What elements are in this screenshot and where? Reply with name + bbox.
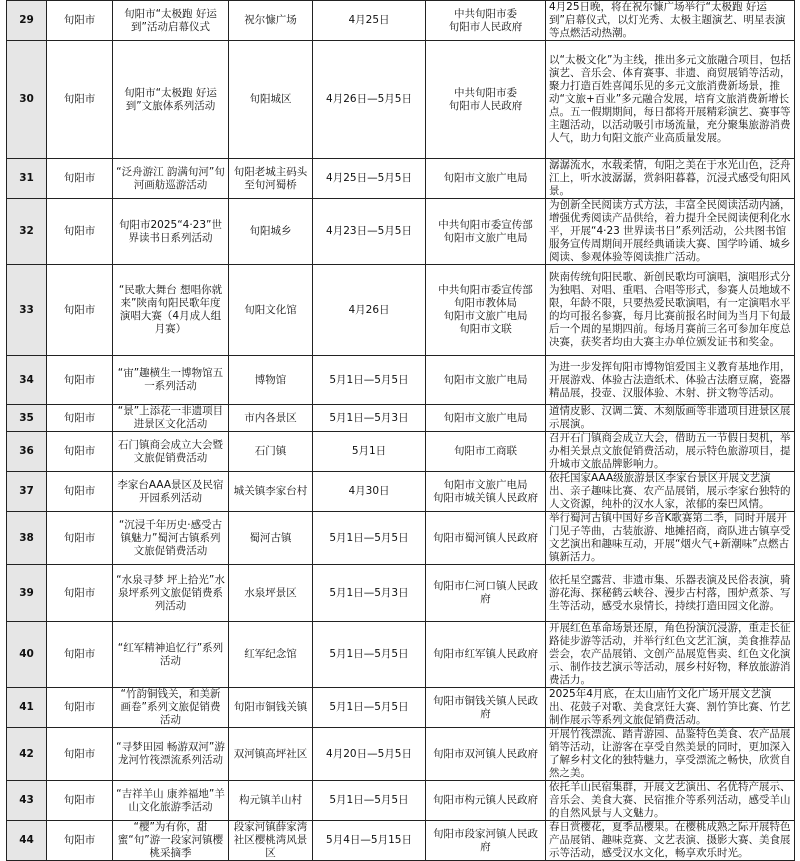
activity-name-cell xyxy=(113,622,229,688)
date-cell-text: 4月26日—5月5日 xyxy=(326,93,412,105)
date-cell-text: 5月1日—5月5日 xyxy=(329,648,409,660)
city-cell xyxy=(47,1,113,41)
row-number xyxy=(7,199,47,265)
table-row xyxy=(7,432,795,472)
table-row xyxy=(7,199,795,265)
city-cell-text: 旬阳市 xyxy=(63,485,96,497)
activity-name-cell-text: “寻梦田园 畅游双河”游龙河竹筏漂流系列活动 xyxy=(116,741,225,766)
row-number xyxy=(7,432,47,472)
activity-name-cell-text: 石门镇商会成立大会暨文旅促销费活动 xyxy=(118,438,223,464)
organizer-cell xyxy=(426,512,546,565)
row-number-text: 44 xyxy=(19,834,34,846)
description-cell-text: 开展竹筏漂流、踏青游园、品鉴特色美食、农产品展销等活动，让游客在享受自然美景的同时，更加深入了解乡村文化的独特魅力，享受漂流之畅快，欣赏自然之美。 xyxy=(549,728,791,779)
organizer-cell xyxy=(426,1,546,41)
location-cell-text: 旬阳城区 xyxy=(249,93,292,105)
city-cell-text: 旬阳市 xyxy=(63,834,96,846)
organizer-cell-text: 旬阳市段家河镇人民政府 xyxy=(433,827,538,853)
organizer-cell xyxy=(426,199,546,265)
date-cell xyxy=(313,405,426,432)
location-cell xyxy=(229,432,313,472)
row-number xyxy=(7,728,47,781)
activity-name-cell xyxy=(113,781,229,821)
city-cell xyxy=(47,512,113,565)
organizer-cell-text: 中共旬阳市委 旬阳市人民政府 xyxy=(448,86,523,112)
table-row xyxy=(7,265,795,356)
activity-name-cell xyxy=(113,405,229,432)
organizer-cell xyxy=(426,356,546,405)
description-cell-text: 依托羊山民宿集群，开展文艺演出、名优特产展示、音乐会、美食大赛、民宿推介等系列活动，感受羊山的自然风景与人文魅力。 xyxy=(549,781,791,819)
city-cell-text: 旬阳市 xyxy=(63,531,96,544)
city-cell xyxy=(47,265,113,356)
date-cell-text: 4月20日—5月5日 xyxy=(326,747,412,760)
row-number xyxy=(7,159,47,199)
row-number xyxy=(7,565,47,622)
city-cell-text: 旬阳市 xyxy=(63,93,96,105)
description-cell xyxy=(546,781,795,821)
date-cell-text: 4月30日 xyxy=(348,485,390,497)
organizer-cell xyxy=(426,472,546,512)
activity-name-cell xyxy=(113,265,229,356)
table-row xyxy=(7,356,795,405)
location-cell-text: 旬阳城乡 xyxy=(249,225,292,237)
description-cell xyxy=(546,405,795,432)
date-cell xyxy=(313,781,426,821)
description-cell-text: 开展红色革命场景还原，角色扮演沉浸游，重走长征路徒步游等活动，并举行红色文艺汇演，美食推荐品尝会，农产品展销、文创产品展览售卖、红色文化演示、制作技艺演示等活动，展乡村好物，释放旅游消费活力。 xyxy=(549,622,791,686)
city-cell-text: 旬阳市 xyxy=(63,373,96,386)
date-cell xyxy=(313,688,426,728)
organizer-cell xyxy=(426,265,546,356)
organizer-cell-text: 中共旬阳市委 旬阳市人民政府 xyxy=(448,7,523,33)
row-number xyxy=(7,622,47,688)
description-cell xyxy=(546,472,795,512)
organizer-cell xyxy=(426,432,546,472)
organizer-cell-text: 旬阳市蜀河镇人民政府 xyxy=(433,531,538,544)
activity-name-cell xyxy=(113,728,229,781)
organizer-cell xyxy=(426,728,546,781)
activity-name-cell-text: 旬阳市“太极跑 好运到”文旅体系列活动 xyxy=(124,86,217,112)
row-number-text: 43 xyxy=(19,794,34,806)
organizer-cell-text: 旬阳市文旅广电局 旬阳市城关镇人民政府 xyxy=(433,478,538,504)
organizer-cell xyxy=(426,565,546,622)
table-row xyxy=(7,512,795,565)
city-cell-text: 旬阳市 xyxy=(63,747,96,760)
city-cell xyxy=(47,565,113,622)
location-cell-text: 旬阳老城主码头至旬河蜀桥 xyxy=(233,165,308,191)
description-cell xyxy=(546,265,795,356)
row-number xyxy=(7,265,47,356)
row-number-text: 30 xyxy=(19,93,34,105)
activity-name-cell xyxy=(113,199,229,265)
city-cell xyxy=(47,472,113,512)
activity-name-cell-text: “民歌大舞台 想唱你就来”陕南旬阳民歌年度演唱大赛（4月成人组月赛） xyxy=(118,284,223,335)
activity-name-cell-text: “泛舟游江 韵满旬河”旬河画舫巡游活动 xyxy=(116,165,225,191)
organizer-cell xyxy=(426,781,546,821)
description-cell-text: 为创新全民阅读方式方法，丰富全民阅读活动内涵，增强优秀阅读产品供给，着力提升全民阅读便利化水平，开展“4·23 世界读书日”系列活动，公共图书馆服务宣传周期间开展经典诵读大赛、国学吟诵、城乡阅读、参观体验等阅读推广活动。 xyxy=(549,199,791,263)
table-row xyxy=(7,688,795,728)
city-cell xyxy=(47,728,113,781)
row-number-text: 29 xyxy=(19,14,34,26)
location-cell-text: 博物馆 xyxy=(254,373,287,386)
location-cell-text: 红军纪念馆 xyxy=(244,648,297,660)
description-cell xyxy=(546,159,795,199)
city-cell-text: 旬阳市 xyxy=(63,14,96,26)
row-number-text: 42 xyxy=(19,747,34,760)
row-number xyxy=(7,356,47,405)
description-cell-text: 召开石门镇商会成立大会，借助五一节假日契机，举办相关景点文旅促销费活动，展示特色旅游项目，提升城市文旅品牌影响力。 xyxy=(549,432,791,470)
location-cell-text: 段家河镇薛家湾社区樱桃湾风景区 xyxy=(233,821,308,859)
city-cell xyxy=(47,405,113,432)
description-cell xyxy=(546,728,795,781)
table-row xyxy=(7,41,795,159)
date-cell-text: 4月25日—5月5日 xyxy=(326,172,412,184)
city-cell-text: 旬阳市 xyxy=(63,648,96,660)
table-row xyxy=(7,821,795,861)
city-cell xyxy=(47,688,113,728)
organizer-cell-text: 旬阳市文旅广电局 xyxy=(443,373,528,386)
description-cell xyxy=(546,821,795,861)
location-cell-text: 构元镇羊山村 xyxy=(239,794,302,806)
city-cell-text: 旬阳市 xyxy=(63,172,96,184)
location-cell xyxy=(229,199,313,265)
location-cell xyxy=(229,405,313,432)
organizer-cell xyxy=(426,622,546,688)
activity-name-cell-text: “吉祥羊山 康养福地”羊山文化旅游季活动 xyxy=(116,787,225,813)
location-cell xyxy=(229,622,313,688)
location-cell xyxy=(229,1,313,41)
row-number xyxy=(7,781,47,821)
description-cell xyxy=(546,1,795,41)
organizer-cell-text: 旬阳市双河镇人民政府 xyxy=(433,747,538,760)
city-cell-text: 旬阳市 xyxy=(63,411,96,424)
location-cell xyxy=(229,265,313,356)
location-cell xyxy=(229,781,313,821)
table-row xyxy=(7,565,795,622)
city-cell xyxy=(47,199,113,265)
date-cell xyxy=(313,356,426,405)
city-cell xyxy=(47,356,113,405)
city-cell xyxy=(47,821,113,861)
description-cell-text: 依托星空露营、非遗市集、乐器表演及民俗表演，骑游花海、探秘鹤云峡谷、漫步古村落，围炉煮茶、写生等活动，感受水泉情长，持续打造田园文化游。 xyxy=(549,573,791,612)
city-cell xyxy=(47,41,113,159)
row-number-text: 38 xyxy=(19,531,34,544)
date-cell xyxy=(313,512,426,565)
activity-name-cell-text: “水泉寻梦 坪上拾光”水泉坪系列文旅促销费系列活动 xyxy=(116,573,225,612)
city-cell-text: 旬阳市 xyxy=(63,586,96,599)
location-cell xyxy=(229,472,313,512)
organizer-cell xyxy=(426,688,546,728)
row-number-text: 32 xyxy=(19,225,34,237)
organizer-cell-text: 中共旬阳市委宣传部 旬阳市教体局 旬阳市文旅广电局 旬阳市文联 xyxy=(438,284,533,335)
activity-name-cell-text: “竹韵铜钱关，和美新画卷”系列文旅促销费活动 xyxy=(120,688,221,726)
row-number-text: 40 xyxy=(19,648,34,660)
row-number xyxy=(7,821,47,861)
city-cell-text: 旬阳市 xyxy=(63,445,96,457)
organizer-cell-text: 旬阳市文旅广电局 xyxy=(443,411,528,424)
organizer-cell-text: 旬阳市构元镇人民政府 xyxy=(433,794,538,806)
description-cell-text: 举行蜀河古镇中国好乡音K歌赛第二季，同时开展开门见子等曲，古装旅游、地摊招商，商队进古镇享受文艺演出和趣味互动，开展“烟火气+新潮味”点燃古镇新活力。 xyxy=(549,512,791,563)
row-number xyxy=(7,688,47,728)
date-cell xyxy=(313,472,426,512)
organizer-cell xyxy=(426,821,546,861)
location-cell xyxy=(229,821,313,861)
description-cell xyxy=(546,41,795,159)
activity-name-cell xyxy=(113,512,229,565)
city-cell xyxy=(47,432,113,472)
city-cell-text: 旬阳市 xyxy=(63,303,96,316)
table-row xyxy=(7,472,795,512)
location-cell-text: 市内各景区 xyxy=(244,411,297,424)
row-number-text: 36 xyxy=(19,445,34,457)
row-number-text: 33 xyxy=(19,303,34,316)
date-cell xyxy=(313,159,426,199)
organizer-cell xyxy=(426,41,546,159)
date-cell-text: 5月1日—5月3日 xyxy=(329,411,409,424)
organizer-cell-text: 旬阳市文旅广电局 xyxy=(443,172,528,184)
row-number-text: 39 xyxy=(19,586,34,599)
location-cell xyxy=(229,159,313,199)
organizer-cell xyxy=(426,159,546,199)
row-number-text: 35 xyxy=(19,411,34,424)
activity-name-cell-text: “樱”为有你，甜蜜“旬”游一段家河镇樱桃采摘季 xyxy=(117,821,224,859)
location-cell-text: 旬阳文化馆 xyxy=(244,303,297,316)
date-cell-text: 5月1日—5月5日 xyxy=(329,373,409,386)
table-row xyxy=(7,1,795,41)
row-number-text: 41 xyxy=(19,701,34,713)
city-cell xyxy=(47,781,113,821)
activity-name-cell xyxy=(113,41,229,159)
date-cell xyxy=(313,265,426,356)
description-cell xyxy=(546,565,795,622)
date-cell xyxy=(313,41,426,159)
location-cell xyxy=(229,688,313,728)
date-cell xyxy=(313,728,426,781)
row-number xyxy=(7,41,47,159)
date-cell xyxy=(313,565,426,622)
date-cell-text: 4月23日—5月5日 xyxy=(326,225,412,237)
activity-name-cell-text: “景”上添花一非遗项目进景区文化活动 xyxy=(117,405,224,430)
location-cell xyxy=(229,41,313,159)
activity-name-cell xyxy=(113,821,229,861)
activity-name-cell-text: 旬阳市“太极跑 好运到”活动启幕仪式 xyxy=(124,7,217,33)
table-row xyxy=(7,728,795,781)
date-cell xyxy=(313,1,426,41)
activity-table xyxy=(6,0,795,861)
description-cell xyxy=(546,512,795,565)
date-cell-text: 4月25日 xyxy=(348,14,390,26)
activity-name-cell xyxy=(113,356,229,405)
location-cell xyxy=(229,565,313,622)
description-cell-text: 陕南传统旬阳民歌、新创民歌均可演唱，演唱形式分为独唱、对唱、重唱、合唱等形式，参赛人员地域不限，年龄不限，只要热爱民歌演唱，有一定演唱水平的均可报名参赛，每月比赛前报名时间为当月下旬最后一个周的星期四前。每场月赛前三名可参加年度总决赛，获奖者均由大赛主办单位颁发证书和奖金。 xyxy=(549,271,791,348)
row-number xyxy=(7,405,47,432)
date-cell-text: 5月1日—5月5日 xyxy=(329,531,409,544)
city-cell xyxy=(47,159,113,199)
description-cell-text: 2025年4月底，在太山庙竹文化广场开展文艺演出、花鼓子对歌、美食烹饪大赛、割竹笋比赛、竹艺制作展示等系列文旅促销费活动。 xyxy=(549,688,791,726)
table-row xyxy=(7,159,795,199)
city-cell-text: 旬阳市 xyxy=(63,701,96,713)
location-cell xyxy=(229,512,313,565)
date-cell-text: 5月1日—5月5日 xyxy=(329,794,409,806)
location-cell-text: 旬阳市铜钱关镇 xyxy=(233,701,308,713)
activity-name-cell-text: “红军精神追忆行”系列活动 xyxy=(117,641,224,667)
table-row xyxy=(7,781,795,821)
row-number-text: 34 xyxy=(19,373,34,386)
table-row xyxy=(7,405,795,432)
organizer-cell xyxy=(426,405,546,432)
table-row xyxy=(7,622,795,688)
description-cell-text: 道情皮影、汉调二簧、木刻版画等非遗项目进景区展示展演。 xyxy=(549,405,791,430)
activity-name-cell-text: “宙”趣横生一博物馆五一系列活动 xyxy=(117,367,224,392)
location-cell xyxy=(229,356,313,405)
location-cell-text: 水泉坪景区 xyxy=(244,586,297,599)
activity-name-cell-text: “沉浸千年历史·感受古镇魅力”蜀河古镇系列文旅促销费活动 xyxy=(118,518,223,557)
row-number xyxy=(7,1,47,41)
organizer-cell-text: 旬阳市红军镇人民政府 xyxy=(433,648,538,660)
description-cell-text: 4月25日晚，将在祝尔慷广场举行“太极跑 好运到”启幕仪式，以灯光秀、太极主题演艺、明星表演等点燃活动热潮。 xyxy=(549,1,786,39)
organizer-cell-text: 中共旬阳市委宣传部 旬阳市文旅广电局 xyxy=(438,218,533,244)
activity-name-cell-text: 李家台AAA景区及民宿开园系列活动 xyxy=(117,478,224,504)
row-number-text: 31 xyxy=(19,172,34,184)
activity-name-cell xyxy=(113,688,229,728)
date-cell-text: 5月4日—5月15日 xyxy=(326,834,412,846)
activity-name-cell xyxy=(113,472,229,512)
description-cell xyxy=(546,356,795,405)
date-cell-text: 4月26日 xyxy=(348,303,390,316)
date-cell-text: 5月1日 xyxy=(351,445,387,457)
location-cell-text: 蜀河古镇 xyxy=(249,531,292,544)
date-cell-text: 5月1日—5月3日 xyxy=(329,586,409,599)
description-cell-text: 依托国家AAA级旅游景区李家台景区开展文艺演出、亲子趣味比赛、农产品展销，展示李家台独特的人文资源，纯朴的汉水人家，浓郁的秦巴风情。 xyxy=(549,472,791,510)
date-cell xyxy=(313,821,426,861)
description-cell xyxy=(546,432,795,472)
city-cell-text: 旬阳市 xyxy=(63,225,96,237)
activity-name-cell xyxy=(113,432,229,472)
description-cell xyxy=(546,688,795,728)
date-cell xyxy=(313,622,426,688)
description-cell-text: 春日赏樱花，夏季品樱果。在樱桃成熟之际开展特色产品展销、趣味竞赛、文艺表演、摄影大赛、美食展示等活动，感受汉水文化，畅享欢乐时光。 xyxy=(549,821,791,859)
location-cell-text: 祝尔慷广场 xyxy=(244,14,297,26)
location-cell-text: 石门镇 xyxy=(254,445,287,457)
organizer-cell-text: 旬阳市铜钱关镇人民政府 xyxy=(433,694,538,720)
location-cell-text: 双河镇高坪社区 xyxy=(233,747,308,760)
activity-name-cell-text: 旬阳市2025“4·23”世界读书日系列活动 xyxy=(119,218,222,244)
description-cell-text: 潺潺流水，水载柔情，旬阳之美在于水光山色，泛舟江上，听水波潺潺，赏斜阳暮暮，沉浸式感受旬阳风景。 xyxy=(549,159,791,197)
description-cell xyxy=(546,199,795,265)
location-cell xyxy=(229,728,313,781)
city-cell-text: 旬阳市 xyxy=(63,794,96,806)
organizer-cell-text: 旬阳市仁河口镇人民政府 xyxy=(433,580,538,605)
organizer-cell-text: 旬阳市工商联 xyxy=(454,445,517,457)
row-number-text: 37 xyxy=(19,485,34,497)
description-cell-text: 以“太极文化”为主线，推出多元文旅融合项目，包括演艺、音乐会、体育赛事、非遗、商贸展销等活动，聚力打造百姓喜闻乐见的多元文旅消费新场景，推动“文旅+百业”多元融合发展，培育文旅消费新增长点。五一假期期间，每日都将开展精彩演艺、赛事等主题活动，以活动吸引市场流量，充分聚集旅游消费人气，助力旬阳文旅产业高质量发展。 xyxy=(549,54,791,144)
date-cell xyxy=(313,432,426,472)
row-number xyxy=(7,472,47,512)
activity-name-cell xyxy=(113,565,229,622)
activity-name-cell xyxy=(113,159,229,199)
activity-name-cell xyxy=(113,1,229,41)
location-cell-text: 城关镇李家台村 xyxy=(233,485,308,497)
date-cell xyxy=(313,199,426,265)
description-cell-text: 为进一步发挥旬阳市博物馆爱国主义教育基地作用，开展游戏、体验古法造纸术、体验古法磨豆腐，瓷器精品展，投壶、汉服体验、木射、拼文物等活动。 xyxy=(549,360,791,399)
description-cell xyxy=(546,622,795,688)
row-number xyxy=(7,512,47,565)
date-cell-text: 5月1日—5月5日 xyxy=(329,701,409,713)
city-cell xyxy=(47,622,113,688)
